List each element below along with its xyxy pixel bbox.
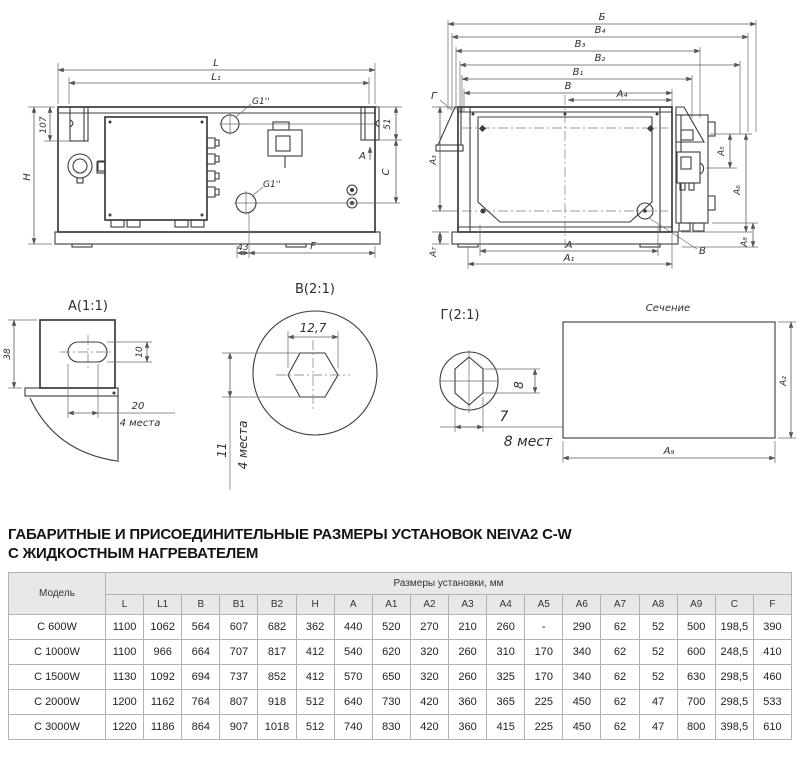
g1-top-label: G1'' <box>252 97 270 107</box>
value-cell: 707 <box>220 640 258 665</box>
hanging-bracket-right <box>361 107 379 140</box>
detail-a-dimensions <box>3 320 175 429</box>
table-row <box>9 715 792 740</box>
value-cell: 540 <box>334 640 372 665</box>
value-cell: 415 <box>487 715 525 740</box>
g1-bottom-label: G1'' <box>263 180 281 190</box>
value-cell: 360 <box>448 690 486 715</box>
value-cell: 450 <box>563 715 601 740</box>
column-header-A1: A1 <box>372 595 410 615</box>
value-cell: 260 <box>487 615 525 640</box>
detail-b-drawing <box>215 282 377 490</box>
dimensions-table <box>8 572 792 740</box>
dim-C: C <box>381 168 392 176</box>
section-dimensions <box>563 322 796 463</box>
dim-107: 107 <box>39 116 49 134</box>
dim-A7: A₇ <box>429 247 439 257</box>
front-dimensions <box>22 58 402 258</box>
value-cell: 1162 <box>144 690 182 715</box>
column-header-row <box>9 595 792 615</box>
value-cell: 410 <box>753 640 791 665</box>
value-cell: 340 <box>563 665 601 690</box>
value-cell: 170 <box>525 640 563 665</box>
value-cell: 694 <box>182 665 220 690</box>
value-cell: 966 <box>144 640 182 665</box>
value-cell: 450 <box>563 690 601 715</box>
dim-127: 12,7 <box>299 321 327 335</box>
dim-7: 7 <box>499 409 509 425</box>
value-cell: 398,5 <box>715 715 753 740</box>
value-cell: 62 <box>601 615 639 640</box>
value-cell: 198,5 <box>715 615 753 640</box>
value-cell: 47 <box>639 690 677 715</box>
column-header-A3: A3 <box>448 595 486 615</box>
page-title-line1: ГАБАРИТНЫЕ И ПРИСОЕДИНИТЕЛЬНЫЕ РАЗМЕРЫ УСТАНОВОК NEIVA2 C-W <box>8 526 572 543</box>
value-cell: 1100 <box>106 615 144 640</box>
column-header-B1: B1 <box>220 595 258 615</box>
value-cell: 564 <box>182 615 220 640</box>
value-cell: 248,5 <box>715 640 753 665</box>
pressure-switch <box>268 122 302 168</box>
dim-L: L <box>213 58 219 69</box>
column-header-A6: A6 <box>563 595 601 615</box>
dim-10: 10 <box>135 346 145 358</box>
dim-8: 8 <box>512 381 526 389</box>
value-cell: 907 <box>220 715 258 740</box>
value-cell: 290 <box>563 615 601 640</box>
detail-g-drawing <box>440 308 563 450</box>
value-cell: 298,5 <box>715 690 753 715</box>
detail-b-places: 4 места <box>236 420 250 470</box>
value-cell: 607 <box>220 615 258 640</box>
detail-g-callout-label: Г <box>431 91 437 102</box>
dim-43: 43 <box>237 243 249 253</box>
dim-38: 38 <box>3 348 13 360</box>
round-port <box>68 154 105 183</box>
view-a-label: A <box>359 151 366 162</box>
table-body <box>9 615 792 740</box>
value-cell: 52 <box>639 640 677 665</box>
value-cell: 320 <box>410 665 448 690</box>
hanging-bracket-left <box>70 107 88 141</box>
column-header-A7: A7 <box>601 595 639 615</box>
top-dimensions-B <box>448 12 756 134</box>
value-cell: 500 <box>677 615 715 640</box>
cable-glands-side <box>207 138 219 197</box>
value-cell: 610 <box>753 715 791 740</box>
group-header: Размеры установки, мм <box>106 573 792 595</box>
dim-B-cyr: Б <box>598 12 606 23</box>
cable-glands-bottom <box>111 220 204 227</box>
value-cell: 52 <box>639 665 677 690</box>
detail-b-dimensions <box>215 321 338 490</box>
dim-A3: A₃ <box>429 155 439 165</box>
value-cell: 1130 <box>106 665 144 690</box>
value-cell: 412 <box>296 640 334 665</box>
dim-B4: B₄ <box>594 25 606 36</box>
value-cell: 620 <box>372 640 410 665</box>
page-title-line2: С ЖИДКОСТНЫМ НАГРЕВАТЕЛЕМ <box>8 545 259 563</box>
column-header-A2: A2 <box>410 595 448 615</box>
dim-B1: B₁ <box>572 67 584 78</box>
value-cell: 225 <box>525 690 563 715</box>
detail-a-title: А(1:1) <box>68 299 108 314</box>
model-cell: С 3000W <box>9 715 106 740</box>
value-cell: 918 <box>258 690 296 715</box>
value-cell: 650 <box>372 665 410 690</box>
column-header-B: B <box>182 595 220 615</box>
value-cell: 740 <box>334 715 372 740</box>
pipe-connection-top <box>219 97 375 135</box>
dim-A8: A₈ <box>740 237 750 247</box>
front-view-drawing <box>22 58 402 258</box>
value-cell: 764 <box>182 690 220 715</box>
value-cell: 325 <box>487 665 525 690</box>
value-cell: 640 <box>334 690 372 715</box>
value-cell: 260 <box>448 665 486 690</box>
value-cell: 630 <box>677 665 715 690</box>
value-cell: 270 <box>410 615 448 640</box>
section-title: Сечение <box>645 303 691 314</box>
column-header-B2: B2 <box>258 595 296 615</box>
dim-20: 20 <box>131 401 145 412</box>
dim-A: A <box>565 240 573 251</box>
value-cell: 807 <box>220 690 258 715</box>
column-header-H: H <box>296 595 334 615</box>
value-cell: 420 <box>410 715 448 740</box>
value-cell: 1200 <box>106 690 144 715</box>
value-cell: 310 <box>487 640 525 665</box>
value-cell: 682 <box>258 615 296 640</box>
column-header-A5: A5 <box>525 595 563 615</box>
column-header-C: C <box>715 595 753 615</box>
dim-A4: A₄ <box>616 89 628 100</box>
value-cell: 362 <box>296 615 334 640</box>
column-header-A4: A4 <box>487 595 525 615</box>
value-cell: 47 <box>639 715 677 740</box>
dim-A1: A₁ <box>563 253 575 264</box>
dim-11: 11 <box>215 442 229 458</box>
value-cell: 1100 <box>106 640 144 665</box>
value-cell: 730 <box>372 690 410 715</box>
value-cell: 533 <box>753 690 791 715</box>
value-cell: 365 <box>487 690 525 715</box>
dim-A6: A₆ <box>733 185 743 195</box>
side-panel <box>676 115 715 231</box>
value-cell: 830 <box>372 715 410 740</box>
value-cell: 260 <box>448 640 486 665</box>
value-cell: 864 <box>182 715 220 740</box>
value-cell: 298,5 <box>715 665 753 690</box>
value-cell: 420 <box>410 690 448 715</box>
value-cell: 62 <box>601 640 639 665</box>
detail-a-places: 4 места <box>119 418 161 429</box>
detail-g-places: 8 мест <box>503 434 553 450</box>
model-column-header: Модель <box>9 573 106 615</box>
column-header-A9: A9 <box>677 595 715 615</box>
column-header-L: L <box>106 595 144 615</box>
value-cell: 800 <box>677 715 715 740</box>
detail-a-drawing <box>3 299 175 462</box>
value-cell: 440 <box>334 615 372 640</box>
section-drawing <box>563 303 796 463</box>
dim-A9: A₉ <box>663 446 675 457</box>
dim-L1: L₁ <box>211 72 221 83</box>
model-cell: С 1500W <box>9 665 106 690</box>
model-cell: С 1000W <box>9 640 106 665</box>
value-cell: 320 <box>410 640 448 665</box>
page-title <box>8 525 792 563</box>
value-cell: 170 <box>525 665 563 690</box>
column-header-A8: A8 <box>639 595 677 615</box>
value-cell: 225 <box>525 715 563 740</box>
table-row <box>9 640 792 665</box>
value-cell: 600 <box>677 640 715 665</box>
table-row <box>9 690 792 715</box>
dim-A5: A₅ <box>717 146 727 156</box>
value-cell: 1018 <box>258 715 296 740</box>
detail-g-title: Г(2:1) <box>440 308 480 323</box>
value-cell: 817 <box>258 640 296 665</box>
value-cell: 737 <box>220 665 258 690</box>
value-cell: 1220 <box>106 715 144 740</box>
value-cell: 62 <box>601 665 639 690</box>
dim-B: B <box>564 81 572 92</box>
value-cell: 460 <box>753 665 791 690</box>
dim-A2: A₂ <box>779 376 789 386</box>
value-cell: 412 <box>296 665 334 690</box>
value-cell: - <box>525 615 563 640</box>
value-cell: 852 <box>258 665 296 690</box>
detail-b-callout: B <box>699 246 706 257</box>
dim-B3: B₃ <box>574 39 586 50</box>
value-cell: 360 <box>448 715 486 740</box>
dim-H: H <box>22 173 33 181</box>
view-arrow-a <box>358 147 370 162</box>
value-cell: 700 <box>677 690 715 715</box>
value-cell: 210 <box>448 615 486 640</box>
model-cell: С 600W <box>9 615 106 640</box>
value-cell: 62 <box>601 690 639 715</box>
column-header-F: F <box>753 595 791 615</box>
value-cell: 1062 <box>144 615 182 640</box>
top-view-drawing <box>429 12 758 269</box>
value-cell: 1092 <box>144 665 182 690</box>
model-cell: С 2000W <box>9 690 106 715</box>
dim-B2: B₂ <box>594 53 606 64</box>
table-row <box>9 615 792 640</box>
value-cell: 390 <box>753 615 791 640</box>
value-cell: 570 <box>334 665 372 690</box>
value-cell: 512 <box>296 690 334 715</box>
drain-ports <box>347 185 357 208</box>
value-cell: 340 <box>563 640 601 665</box>
dim-F: F <box>310 241 316 252</box>
value-cell: 1186 <box>144 715 182 740</box>
column-header-A: A <box>334 595 372 615</box>
value-cell: 62 <box>601 715 639 740</box>
table-row <box>9 665 792 690</box>
control-box <box>97 117 219 227</box>
column-header-L1: L1 <box>144 595 182 615</box>
value-cell: 512 <box>296 715 334 740</box>
detail-b-title: В(2:1) <box>295 282 335 297</box>
value-cell: 520 <box>372 615 410 640</box>
dim-51: 51 <box>383 118 393 130</box>
value-cell: 52 <box>639 615 677 640</box>
value-cell: 664 <box>182 640 220 665</box>
